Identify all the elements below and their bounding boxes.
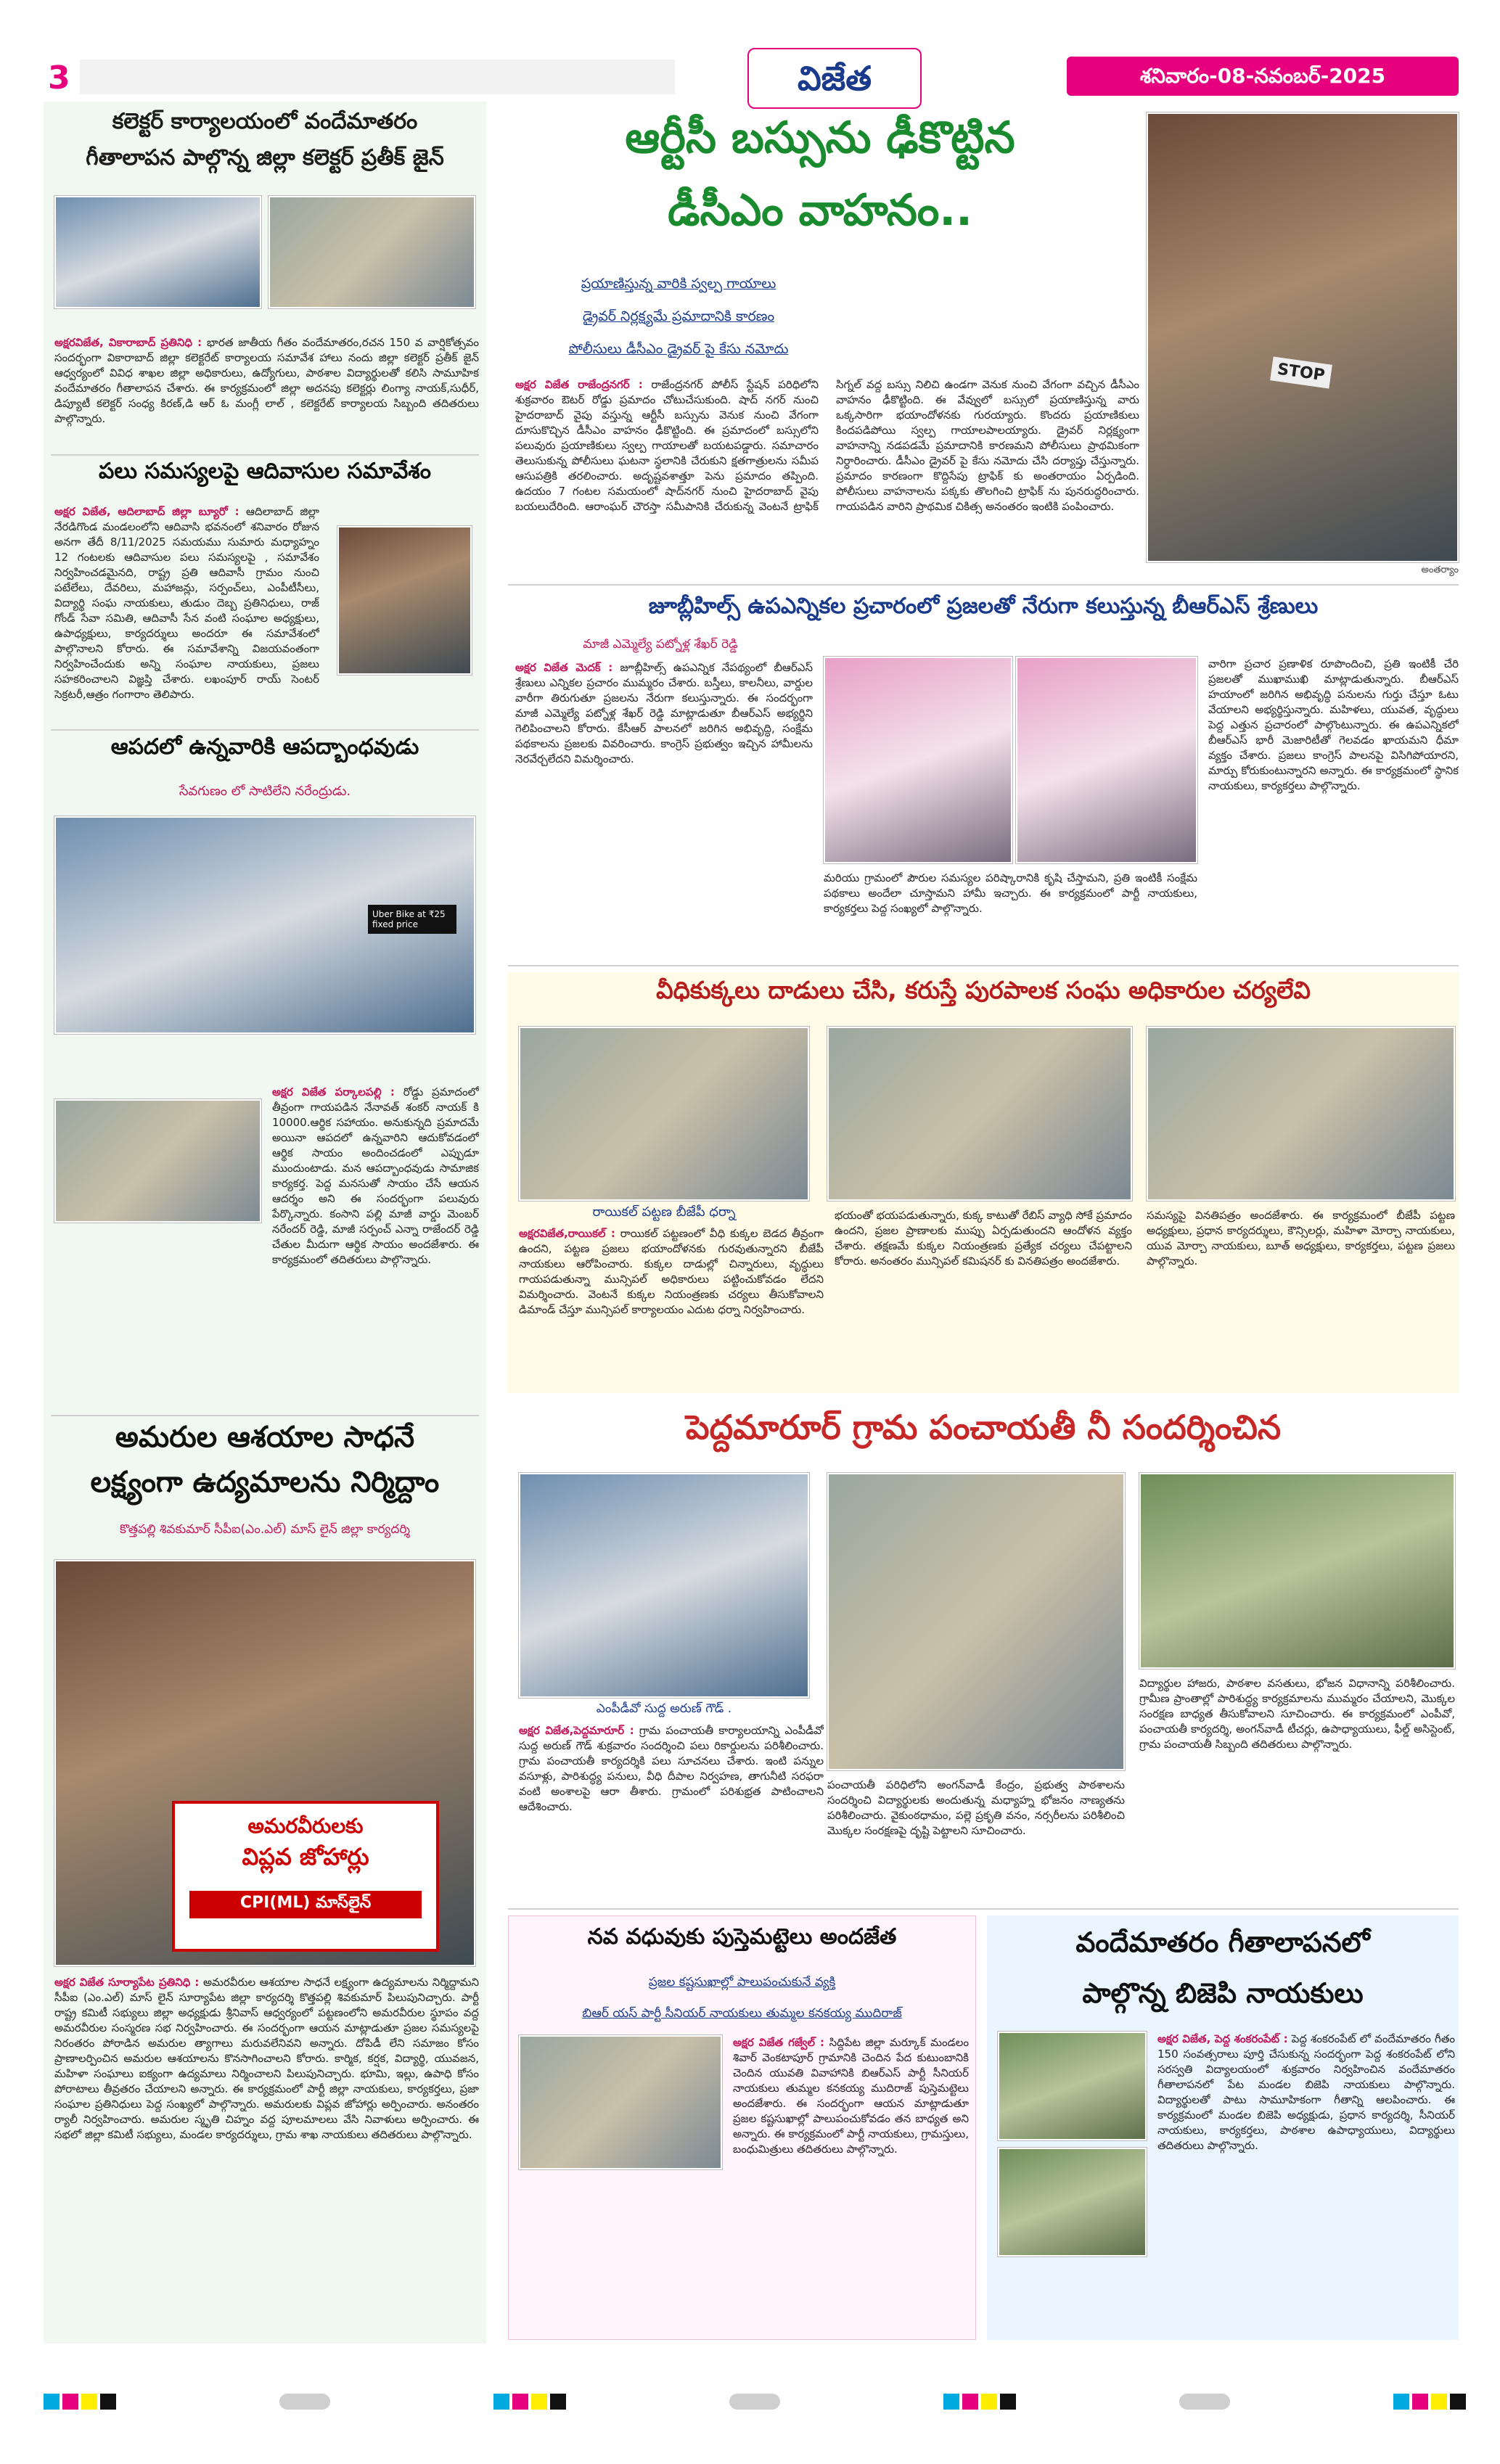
bjp-title-1: వందేమాతరం గీతాలాపనలో <box>1075 1926 1370 1958</box>
bjp-dateline: అక్షర విజేత, పెద్ద శంకరంపేట్ : <box>1157 2032 1288 2045</box>
apad-body <box>54 1085 479 1375</box>
rtc-photo <box>1147 112 1459 562</box>
bride-title: నవ వధువుకు పుస్తెమట్టెలు అందజేత <box>587 1924 897 1950</box>
bride-body <box>519 2035 969 2333</box>
divider <box>51 729 479 731</box>
dogs-photo-1 <box>519 1027 809 1201</box>
apad-text: రోడ్డు ప్రమాదంలో తీవ్రంగా గాయపడిన నేనావత్ శంకర్ నాయక్ కి 10000.ఆర్థిక సహాయం. అనుకున్నది ప్రమాదమే అయినా ఆపదలో ఉన్నవారిని ఆదుకోవడంలో ఆర్థిక సాయం అందించడంలో ఎప్పుడూ ముందుంటాడు. మన ఆపద్బాంధవుడు సామాజిక కార్యకర్త. పెద్ద మనసుతో సాయం చేసే ఆయన ఆదర్శం అని ఈ సందర్భంగా పలువురు పేర్కొన్నారు. కంసాని పల్లి మాజీ వార్డు మెంబర్ నరేందర్ రెడ్డి, మాజీ సర్పంచ్ ఎన్నా రాజేందర్ రెడ్డి చేతుల మీదుగా ఆర్థిక సాయం అందజేశారు. ఈ కార్యక్రమంలో తదితరులు పాల్గొన్నారు. <box>272 1085 479 1266</box>
bride-text: సిద్దిపేట జిల్లా మర్కూక్ మండలం శివార్ వెంకటాపూర్ గ్రామానికి చెందిన పేద కుటుంబానికి చెందిన యువతి వివాహానికి బిఆర్ఎస్ పార్టీ సీనియర్ నాయకులు తుమ్మల కనకయ్య ముదిరాజ్ పుస్తెమట్టెలు అందజేశారు. ఈ సందర్భంగా ఆయన మాట్లాడుతూ ప్రజల కష్టసుఖాల్లో పాలుపంచుకోవడం తన బాధ్యత అని అన్నారు. ఈ కార్యక్రమంలో పార్టీ నాయకులు, గ్రామస్తులు, బంధుమిత్రులు తదితరులు పాల్గొన్నారు. <box>733 2036 969 2156</box>
color-bar-2 <box>493 2394 566 2410</box>
bride-sub-2: బిఆర్ యస్ పార్టీ సీనియర్ నాయకులు తుమ్మల కనకయ్య ముదిరాజ్ <box>582 2006 902 2021</box>
brs-subtitle: మాజీ ఎమ్మెల్యే పట్నోళ్ల శేఖర్ రెడ్డి <box>583 637 738 652</box>
dogs-body-right: సమస్యపై వినతిపత్రం అందజేశారు. ఈ కార్యక్రమంలో బీజేపీ పట్టణ అధ్యక్షులు, ప్రధాన కార్యదర్శులు, కౌన్సిలర్లు, మహిళా మోర్చా నాయకులు, యువ మోర్చా నాయకులు, బూత్ అధ్యక్షులు, కార్యకర్తలు, పట్టణ ప్రజలు పాల్గొన్నారు. <box>1147 1209 1455 1268</box>
stop-sign: STOP <box>1270 356 1332 388</box>
reg-mark <box>1179 2394 1230 2410</box>
amarula-title-1: అమరుల ఆశయాల సాధనే <box>115 1421 415 1454</box>
collector-photo-2 <box>269 196 475 308</box>
masthead-title: విజేత <box>797 59 872 98</box>
bjp-title-2: పాల్గొన్న బిజెపి నాయకులు <box>1082 1977 1364 2009</box>
footer-marks <box>44 2387 1466 2416</box>
panchayat-body-left <box>519 1723 824 1897</box>
color-bar-3 <box>943 2394 1016 2410</box>
amarula-banner <box>172 1801 439 1952</box>
amarula-body <box>54 1975 479 2338</box>
dogs-dateline: అక్షరవిజేత,రాయికల్ : <box>519 1227 615 1240</box>
rtc-sub-3: పోలీసులు డీసీఎం డ్రైవర్ పై కేసు నమోదు <box>568 341 789 357</box>
rtc-sub-1: ప్రయాణిస్తున్న వారికి స్వల్ప గాయాలు <box>581 276 776 292</box>
bride-dateline: అక్షర విజేత గజ్వేల్ : <box>733 2036 825 2049</box>
bjp-text: పెద్ద శంకరంపేట్ లో వందేమాతరం గీతం 150 సంవత్సరాలు పూర్తి చేసుకున్న సందర్భంగా పెద్ద శంకరంపేట్ లోని సరస్వతి విద్యాలయంలో శుక్రవారం నిర్వహించిన వందేమాతరం గీతాలాపనలో పేట మండల బిజెపి నాయకులు పాల్గొన్నారు. విద్యార్థులతో పాటు సామూహికంగా గీతాన్ని ఆలపించారు. ఈ కార్యక్రమంలో మండల బిజెపి అధ్యక్షుడు, ప్రధాన కార్యదర్శి, సీనియర్ నాయకులు, కార్యకర్తలు, పాఠశాల ఉపాధ్యాయులు, విద్యార్థులు తదితరులు పాల్గొన్నారు. <box>1157 2032 1455 2152</box>
brs-photo-1 <box>824 657 1012 863</box>
brs-body-mid: మరియు గ్రామంలో పౌరుల సమస్యల పరిష్కారానికి కృషి చేస్తామని, ప్రతి ఇంటికీ సంక్షేమ పథకాలు అందేలా చూస్తామని హామీ ఇచ్చారు. ఈ కార్యక్రమంలో పార్టీ నాయకులు, కార్యకర్తలు పెద్ద సంఖ్యలో పాల్గొన్నారు. <box>824 871 1197 915</box>
banner-bottom: CPI(ML) మాస్‌లైన్ <box>189 1891 422 1918</box>
divider <box>51 1415 479 1416</box>
panchayat-photo-2 <box>827 1473 1125 1770</box>
reg-mark <box>279 2394 330 2410</box>
brs-title: జూబ్లీహిల్స్ ఉపఎన్నికల ప్రచారంలో ప్రజలతో నేరుగా కలుస్తున్న బీఆర్ఎస్ శ్రేణులు <box>648 594 1319 619</box>
banner-mid: విప్లవ జోహార్లు <box>242 1843 369 1870</box>
page-number: 3 <box>48 59 70 96</box>
bride-sub-1: ప్రజల కష్టసుఖాల్లో పాలుపంచుకునే వ్యక్తి <box>648 1975 836 1989</box>
dogs-title: వీధికుక్కలు దాడులు చేసి, కరుస్తే పురపాలక సంఘ అధికారుల చర్యలేవి <box>656 976 1311 1004</box>
dogs-body-mid: భయంతో భయపడుతున్నారు, కుక్క కాటుతో రేబిస్ వ్యాధి సోకే ప్రమాదం ఉందని, ప్రజల ప్రాణాలకు ముప్పు ఏర్పడుతుందని ఆందోళన వ్యక్తం చేశారు. తక్షణమే కుక్కల నియంత్రణకు ప్రత్యేక చర్యలు చేపట్టాలని కోరారు. అనంతరం మున్సిపల్ కమిషనర్ కు వినతిపత్రం అందజేశారు. <box>835 1209 1132 1268</box>
collector-title-2: గీతాలాపన పాల్గొన్న జిల్లా కలెక్టర్ ప్రతీక్ జైన్ <box>86 145 444 171</box>
dogs-photo-3 <box>1147 1027 1455 1201</box>
brs-text-left: జూబ్లీహిల్స్ ఉపఎన్నిక నేపథ్యంలో బీఆర్ఎస్ శ్రేణులు ఎన్నికల ప్రచారం ముమ్మరం చేశారు. బస్తీలు, కాలనీలు, వార్డుల వారీగా తిరుగుతూ ప్రజలను నేరుగా కలుస్తున్నారు. ఈ సందర్భంగా మాజీ ఎమ్మెల్యే పట్నోళ్ల శేఖర్ రెడ్డి మాట్లాడుతూ బీఆర్ఎస్ అభ్యర్థిని గెలిపించాలని కోరారు. కేసీఆర్ పాలనలో జరిగిన అభివృద్ధి, సంక్షేమ పథకాలను ప్రజలకు వివరించారు. కాంగ్రెస్ ప్రభుత్వం ఇచ్చిన హామీలను నెరవేర్చలేదని విమర్శించారు. <box>515 661 813 765</box>
amarula-title-2: లక్ష్యంగా ఉద్యమాలను నిర్మిద్దాం <box>90 1466 440 1499</box>
adivasi-dateline: అక్షర విజేత, ఆదిలాబాద్ జిల్లా బ్యూరో : <box>54 505 239 518</box>
collector-text: భారత జాతీయ గీతం వందేమాతరం,రచన 150 వ వార్షికోత్సవం సందర్భంగా వికారాబాద్ జిల్లా కలెక్టరేట్ కార్యాలయ సమావేశ హాలు నందు జిల్లా కలెక్టర్ ప్రతీక్ జైన్ ఆధ్వర్యంలో వివిధ శాఖల జిల్లా అధికారులు, ఉద్యోగులు, పాఠశాల విద్యార్థులతో కలిసి సామూహిక వందేమాతరం గీతాలాపన చేశారు. ఈ కార్యక్రమంలో జిల్లా అదనపు కలెక్టర్లు లింగ్యా నాయక్,సుధీర్, డిప్యూటీ కలెక్టర్ సంధ్య కిరణ్,డి ఆర్ ఓ మంగ్లీ లాల్ , కలెక్టరేట్ కార్యాలయ సిబ్బంది తదితరులు పాల్గొన్నారు. <box>54 336 479 425</box>
banner-top: అమరవీరులకు <box>247 1814 364 1838</box>
rtc-title-2: డీసీఎం వాహనం.. <box>668 185 972 236</box>
brs-dateline: అక్షర విజేత మెదక్ : <box>515 661 613 674</box>
apad-subtitle: సేవగుణం లో సాటిలేని నరేంద్రుడు. <box>179 784 351 799</box>
date-banner <box>1067 57 1459 96</box>
adivasi-text: ఆదిలాబాద్ జిల్లా నేరడిగొండ మండలంలోని ఆదివాసి భవనంలో శనివారం రోజున అనగా తేదీ 8/11/2025 సమయము సుమారు మధ్యాహ్నం 12 గంటలకు ఆదివాసుల పలు సమస్యలపై , సమావేశం నిర్వహించడమైనది, రాష్ట్ర ప్రతి ఆదివాసీ గ్రామం నుంచి పటేలేలు, దేవరిలు, మహాజన్లు, సర్పంచ్‌లు, ఎంపీటీసీలు, విద్యార్థి సంఘ నాయకులు, తుడుం దెబ్బ ప్రతినిధులు, రాజ్ గోండ్ సేవా సమితి, ఆదివాసీ సేన వంటి సంఘాల అధ్యక్షులు, ఉపాధ్యక్షులు, కార్యదర్శులు అందరూ ఈ సమావేశంలో పాల్గొనాలని కోరారు. ఈ సమావేశాన్ని విజయవంతంగా నిర్వహించేందుకు అన్ని సంఘాల నాయకులు, ప్రజలు సహకరించాలని విజ్ఞప్తి చేశారు. లఖంపూర్ రాయ్ సెంటర్ సెక్రటరీ,ఆత్రం గంగారాం తెలిపారు. <box>54 505 319 701</box>
bjp-body <box>1157 2032 1455 2333</box>
color-bar-1 <box>44 2394 116 2410</box>
dogs-caption: రాయికల్ పట్టణ బీజేపీ ధర్నా <box>592 1204 736 1220</box>
adivasi-title: పలు సమస్యలపై ఆదివాసుల సమావేశం <box>99 459 431 484</box>
adivasi-body <box>54 504 319 722</box>
dogs-text-left: రాయికల్ పట్టణంలో వీధి కుక్కల బెడద తీవ్రంగా ఉందని, పట్టణ ప్రజలు భయాందోళనకు గురవుతున్నారని బీజేపీ నాయకులు ఆరోపించారు. కుక్కల దాడుల్లో చిన్నారులు, వృద్ధులు గాయపడుతున్నా మున్సిపల్ అధికారులు పట్టించుకోవడం లేదని విమర్శించారు. వెంటనే కుక్కల నియంత్రణకు చర్యలు తీసుకోవాలని డిమాండ్ చేస్తూ మున్సిపల్ కార్యాలయం ఎదుట ధర్నా నిర్వహించారు. <box>519 1227 824 1316</box>
issue-date: శనివారం-08-నవంబర్-2025 <box>1139 64 1386 88</box>
apad-title: ఆపదలో ఉన్నవారికి ఆపద్బాంధవుడు <box>110 734 419 760</box>
amarula-dateline: అక్షర విజేత సూర్యాపేట ప్రతినిధి : <box>54 1976 200 1989</box>
collector-title-1: కలెక్టర్ కార్యాలయంలో వందేమాతరం <box>112 109 418 134</box>
amarula-photo <box>54 1560 475 1966</box>
apad-dateline: అక్షర విజేత పర్కాలపల్లి : <box>272 1085 395 1098</box>
brs-photo-2 <box>1016 657 1197 863</box>
amarula-text: అమరవీరుల ఆశయాల సాధనే లక్ష్యంగా ఉద్యమాలను నిర్మిద్దామని సీపీఐ (ఎం.ఎల్) మాస్ లైన్ సూర్యాపేట జిల్లా కార్యదర్శి కొత్తపల్లి శివకుమార్ పిలుపునిచ్చారు. పార్టీ రాష్ట్ర కమిటీ సభ్యులు జిల్లా అధ్యక్షుడు శ్రీనివాస్ ఆధ్వర్యంలో పట్టణంలోని అమరవీరుల స్థూపం వద్ద అమరవీరుల సంస్మరణ సభ నిర్వహించారు. ఈ సందర్భంగా ఆయన మాట్లాడుతూ ప్రజల సమస్యలపై నిరంతరం పోరాడిన అమరుల త్యాగాలు మరువలేనివని అన్నారు. దోపిడీ లేని సమాజం కోసం ప్రాణాలర్పించిన అమరుల ఆశయాలను కొనసాగించాలని కోరారు. కార్మిక, కర్షక, విద్యార్థి, యువజన, మహిళా సంఘాలు ఐక్యంగా ఉద్యమాలు నిర్మించాలని పిలుపునిచ్చారు. భూమి, ఇల్లు, ఉపాధి కోసం పోరాటాలు తీవ్రతరం చేయాలని అన్నారు. ఈ కార్యక్రమంలో పార్టీ జిల్లా నాయకులు, కార్యకర్తలు, ప్రజా సంఘాల ప్రతినిధులు పెద్ద సంఖ్యలో పాల్గొన్నారు. అమరులకు విప్లవ జోహార్లు అర్పించారు. అనంతరం ర్యాలీ నిర్వహించారు. అమరుల స్మృతి చిహ్నం వద్ద పూలమాలలు వేసి నివాళులు అర్పించారు. ఈ సభలో జిల్లా కమిటీ సభ్యులు, మండల కార్యదర్శులు, గ్రామ శాఖ నాయకులు తదితరులు పాల్గొన్నారు. <box>54 1976 479 2141</box>
panchayat-text-left: గ్రామ పంచాయతీ కార్యాలయాన్ని ఎంపీడీవో సుద్ద అరుణ్ గౌడ్ శుక్రవారం సందర్శించి పలు రికార్డులను పరిశీలించారు. గ్రామ పంచాయతీ కార్యదర్శికి పలు సూచనలు చేశారు. ఇంటి పన్నుల వసూళ్లు, పారిశుద్ధ్య పనులు, వీధి దీపాల నిర్వహణ, తాగునీటి సరఫరా వంటి అంశాలపై ఆరా తీశారు. గ్రామంలో పరిశుభ్రత పాటించాలని ఆదేశించారు. <box>519 1724 824 1813</box>
adivasi-portrait <box>337 526 472 675</box>
bus-photo <box>54 816 475 1034</box>
panchayat-photo-1 <box>519 1473 809 1698</box>
reg-mark <box>729 2394 780 2410</box>
color-bar-4 <box>1393 2394 1466 2410</box>
header-left-bar <box>80 59 675 94</box>
amarula-subtitle: కొత్తపల్లి శివకుమార్ సీపీఐ(ఎం.ఎల్) మాస్ లైన్ జిల్లా కార్యదర్శి <box>120 1522 410 1537</box>
divider <box>508 584 1459 586</box>
rtc-text: రాజేంద్రనగర్ పోలీస్ స్టేషన్ పరిధిలోని శుక్రవారం ఔటర్ రోడ్డు ప్రమాదం చోటుచేసుకుంది. షాద్ నగర్ నుంచి హైదరాబాద్ వైపు వస్తున్న ఆర్టీసీ బస్సును వెనుక నుంచి వేగంగా దూసుకొచ్చిన డీసీఎం వాహనం ఢీకొట్టింది. ఈ ప్రమాదంలో బస్సులోని పలువురు ప్రయాణికులు స్వల్ప గాయాలతో బయటపడ్డారు. సమాచారం తెలుసుకున్న పోలీసులు ఘటనా స్థలానికి చేరుకుని క్షతగాత్రులను సమీప ఆసుపత్రికి తరలించారు. అదృష్టవశాత్తూ పెను ప్రమాదం తప్పింది. ఉదయం 7 గంటల సమయంలో షాద్‌నగర్ నుంచి హైదరాబాద్ వైపు బయలుదేరింది. ఆరాంఘర్ చౌరస్తా సమీపానికి చేరుకున్న వెంటనే ట్రాఫిక్ సిగ్నల్ వద్ద బస్సు నిలిచి ఉండగా వెనుక నుంచి వేగంగా వచ్చిన డీసీఎం వాహనం ఢీకొట్టింది. ఈ వేవ్వులో బస్సులో ప్రయాణిస్తున్న వారు ఒక్కసారిగా భయాందోళనకు గురయ్యారు. కొందరు ప్రయాణికులు కిందపడిపోయి స్వల్ప గాయాలపాలయ్యారు. డ్రైవర్ నిర్లక్ష్యంగా వాహనాన్ని నడపడమే ప్రమాదానికి కారణమని పోలీసులు ప్రాథమికంగా నిర్ధారించారు. డీసీఎం డ్రైవర్ పై కేసు నమోదు చేసి దర్యాప్తు చేస్తున్నారు. ప్రమాదం కారణంగా కొద్దిసేపు ట్రాఫిక్ కు అంతరాయం ఏర్పడింది. పోలీసులు వాహనాలను పక్కకు తొలగించి ట్రాఫిక్ ను పునరుద్ధరించారు. గాయపడిన వారిని ప్రాథమిక చికిత్స అనంతరం ఇంటికి పంపించారు. <box>515 378 1139 513</box>
rtc-dateline: అక్షర విజేత రాజేంద్రనగర్ : <box>515 378 643 391</box>
panchayat-body-mid: పంచాయతీ పరిధిలోని అంగన్‌వాడీ కేంద్రం, ప్రభుత్వ పాఠశాలను సందర్శించి విద్యార్థులకు అందుతున్న మధ్యాహ్న భోజనం నాణ్యతను పరిశీలించారు. వైకుంఠధామం, పల్లె ప్రకృతి వనం, నర్సరీలను పరిశీలించి మొక్కల సంరక్షణపై దృష్టి పెట్టాలని సూచించారు. <box>827 1778 1125 1837</box>
collector-photo-1 <box>54 196 261 308</box>
brs-body-right: వారిగా ప్రచార ప్రణాళిక రూపొందించి, ప్రతి ఇంటికీ చేరి ప్రజలతో ముఖాముఖి మాట్లాడుతున్నారు. బీఆర్ఎస్ హయాంలో జరిగిన అభివృద్ధి పనులను గుర్తు చేస్తూ ఓటు వేయాలని అభ్యర్థిస్తున్నారు. మహిళలు, యువత, వృద్ధులు పెద్ద ఎత్తున ప్రచారంలో పాల్గొంటున్నారు. ఈ ఉపఎన్నికలో బీఆర్ఎస్ భారీ మెజారిటీతో గెలవడం ఖాయమని ధీమా వ్యక్తం చేశారు. ప్రజలు కాంగ్రెస్ పాలనపై విసిగిపోయారని, మార్పు కోరుకుంటున్నారని అన్నారు. ఈ కార్యక్రమంలో స్థానిక నాయకులు, కార్యకర్తలు పాల్గొన్నారు. <box>1208 657 1459 792</box>
brs-body-left <box>515 660 813 958</box>
collector-dateline: అక్షరవిజేత, వికారాబాద్ ప్రతినిధి : <box>54 336 202 349</box>
bus-sign: Uber Bike at ₹25 fixed price <box>368 905 456 934</box>
rtc-photo-caption: అంతర్యాం <box>1421 564 1459 575</box>
rtc-title-1: ఆర్టీసీ బస్సును ఢీకొట్టిన <box>625 112 1015 163</box>
panchayat-dateline: అక్షర విజేత,పెద్దమారూర్ : <box>519 1724 634 1737</box>
rtc-body <box>515 377 1139 577</box>
bjp-photo-1 <box>998 2032 1147 2140</box>
panchayat-photo-3 <box>1139 1473 1455 1669</box>
rtc-sub-2: డ్రైవర్ నిర్లక్ష్యమే ప్రమాదానికి కారణం <box>582 308 775 324</box>
divider <box>51 454 479 456</box>
panchayat-caption: ఎంపీడీవో సుద్ద అరుణ్ గౌడ్ . <box>596 1701 732 1716</box>
panchayat-title: పెద్దమారూర్ గ్రామ పంచాయతీ నీ సందర్శించిన <box>685 1408 1282 1447</box>
dogs-photo-2 <box>827 1027 1132 1201</box>
divider <box>508 1908 1459 1910</box>
panchayat-body-right: విద్యార్థుల హాజరు, పాఠశాల వసతులు, భోజన విధానాన్ని పరిశీలించారు. గ్రామీణ ప్రాంతాల్లో పారిశుద్ధ్య కార్యక్రమాలను ముమ్మరం చేయాలని, మొక్కల సంరక్షణ బాధ్యత తీసుకోవాలని సూచించారు. ఈ కార్యక్రమంలో ఎంపీవో, పంచాయతీ కార్యదర్శి, అంగన్‌వాడీ టీచర్లు, ఉపాధ్యాయులు, ఫీల్డ్ అసిస్టెంట్, గ్రామ పంచాయతీ సిబ్బంది తదితరులు పాల్గొన్నారు. <box>1139 1677 1455 1751</box>
divider <box>508 965 1459 966</box>
bjp-photo-2 <box>998 2148 1147 2256</box>
dogs-body-left <box>519 1226 824 1389</box>
collector-body <box>54 335 479 466</box>
masthead-logo <box>747 48 922 109</box>
